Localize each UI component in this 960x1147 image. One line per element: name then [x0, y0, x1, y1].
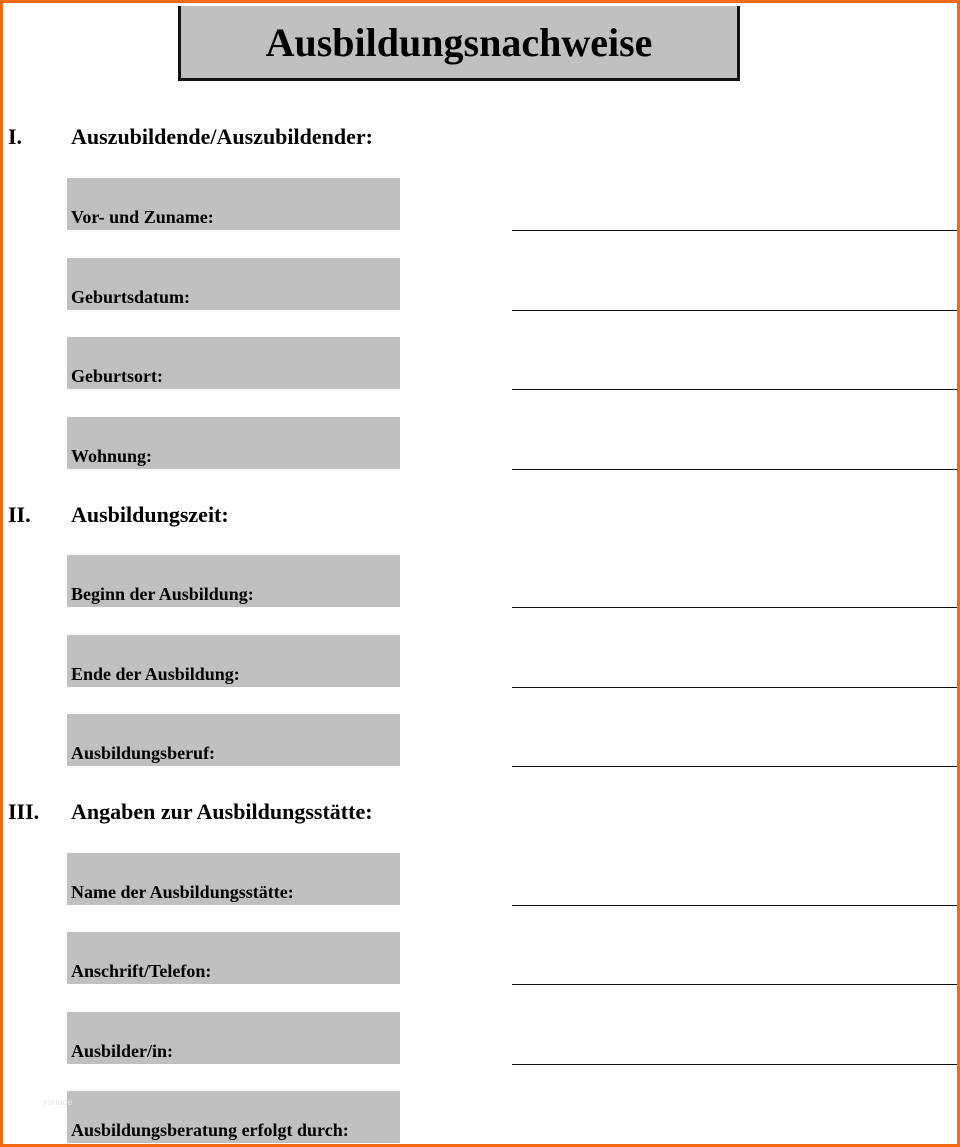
birthdate-input-line[interactable]: [512, 310, 957, 311]
section-1-title: Auszubildende/Auszubildender:: [71, 124, 373, 149]
field-label-address: Anschrift/Telefon:: [71, 961, 212, 981]
field-label-residence: Wohnung:: [71, 446, 153, 466]
field-label-trainer: Ausbilder/in:: [71, 1041, 174, 1061]
field-label-box: [67, 932, 400, 984]
field-label-birthdate: Geburtsdatum:: [71, 287, 191, 307]
field-label-profession: Ausbildungsberuf:: [71, 743, 216, 763]
field-label-advisory: Ausbildungsberatung erfolgt durch:: [71, 1120, 349, 1140]
address-input-line[interactable]: [512, 984, 957, 985]
field-label-box: [67, 178, 400, 230]
field-label-start: Beginn der Ausbildung:: [71, 584, 254, 604]
field-label-end: Ende der Ausbildung:: [71, 664, 240, 684]
field-label-birthplace: Geburtsort:: [71, 366, 163, 386]
field-label-box: [67, 1091, 400, 1143]
field-label-company: Name der Ausbildungsstätte:: [71, 882, 294, 902]
section-2-title: Ausbildungszeit:: [71, 502, 229, 527]
field-label-box: [67, 555, 400, 607]
field-label-box: [67, 714, 400, 766]
field-label-name: Vor- und Zuname:: [71, 207, 214, 227]
section-2-number: II.: [8, 502, 31, 527]
start-input-line[interactable]: [512, 607, 957, 608]
field-label-box: [67, 337, 400, 389]
page-title: Ausbildungsnachweise: [178, 6, 740, 81]
section-3-title: Angaben zur Ausbildungsstätte:: [71, 799, 373, 824]
field-label-box: [67, 853, 400, 905]
field-label-box: [67, 1012, 400, 1064]
field-label-box: [67, 417, 400, 469]
field-label-box: [67, 635, 400, 687]
trainer-input-line[interactable]: [512, 1064, 957, 1065]
end-input-line[interactable]: [512, 687, 957, 688]
residence-input-line[interactable]: [512, 469, 957, 470]
section-3-number: III.: [8, 799, 40, 824]
watermark: vorlage: [43, 1097, 73, 1107]
birthplace-input-line[interactable]: [512, 389, 957, 390]
name-input-line[interactable]: [512, 230, 957, 231]
profession-input-line[interactable]: [512, 766, 957, 767]
company-input-line[interactable]: [512, 905, 957, 906]
field-label-box: [67, 258, 400, 310]
section-1-number: I.: [8, 124, 23, 149]
